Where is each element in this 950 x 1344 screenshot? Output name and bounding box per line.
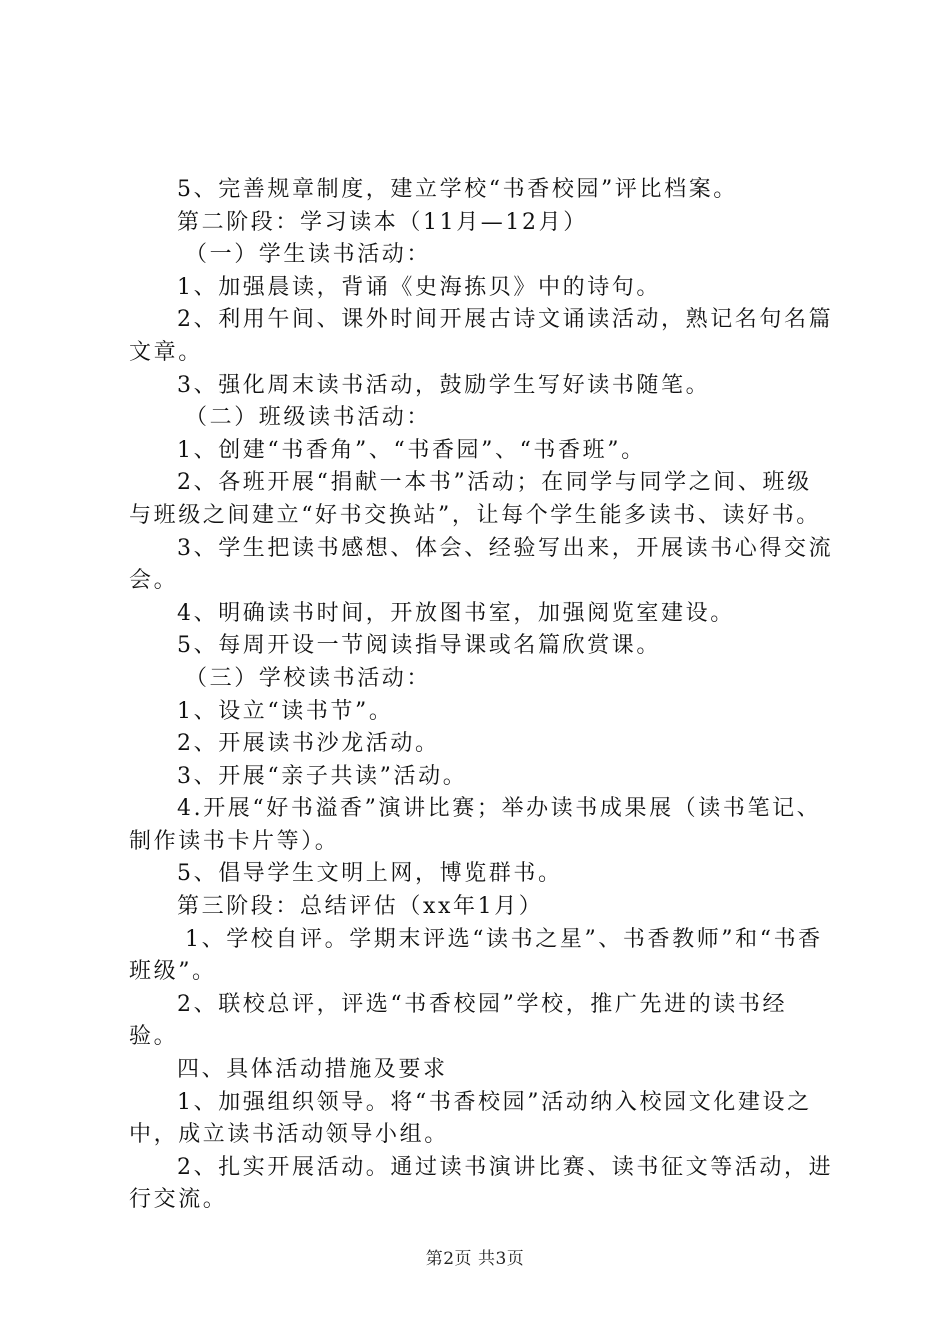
paragraph: 3、学生把读书感想、体会、经验写出来，开展读书心得交流会。: [129, 535, 834, 594]
paragraph: 2、利用午间、课外时间开展古诗文诵读活动，熟记名句名篇文章。: [129, 307, 834, 365]
paragraph: 1、学校自评。学期末评选“读书之星”、书香教师”和“书香班级”。: [129, 926, 823, 985]
paragraph: 1、创建“书香角”、“书香园”、“书香班”。: [177, 437, 646, 463]
paragraph: 5、完善规章制度，建立学校“书香校园”评比档案。: [177, 177, 738, 202]
document-body: [129, 174, 834, 1217]
paragraph: 2、各班开展“捐献一本书”活动；在同学与同学之间、班级与班级之间建立“好书交换站”，让每个学生能多读书、读好书。: [129, 470, 821, 528]
subsection-heading: （一）学生读书活动：: [185, 242, 432, 268]
paragraph: 1、加强组织领导。将“书香校园”活动纳入校园文化建设之中，成立读书活动领导小组。: [129, 1089, 812, 1148]
paragraph: 4.开展“好书溢香”演讲比赛；举办读书成果展（读书笔记、制作读书卡片等）。: [129, 796, 822, 854]
section-heading: 四、具体活动措施及要求: [177, 1057, 448, 1083]
paragraph: 2、开展读书沙龙活动。: [177, 731, 440, 757]
paragraph: 2、扎实开展活动。通过读书演讲比赛、读书征文等活动，进行交流。: [129, 1154, 834, 1213]
page-footer: 第2页 共3页: [425, 1249, 525, 1269]
paragraph: 3、强化周末读书活动，鼓励学生写好读书随笔。: [177, 372, 711, 398]
paragraph: 1、加强晨读，背诵《史海拣贝》中的诗句。: [177, 274, 661, 300]
paragraph: 2、联校总评，评选“书香校园”学校，推广先进的读书经验。: [129, 991, 788, 1050]
paragraph: 1、设立“读书节”。: [177, 698, 394, 724]
paragraph: 3、开展“亲子共读”活动。: [177, 763, 468, 789]
subsection-heading: （二）班级读书活动：: [185, 405, 432, 431]
section-heading: 第二阶段：学习读本（11月—12月）: [177, 209, 588, 235]
subsection-heading: （三）学校读书活动：: [185, 665, 432, 691]
section-heading: 第三阶段：总结评估（xx年1月）: [177, 894, 544, 920]
paragraph: 5、倡导学生文明上网，博览群书。: [177, 861, 563, 887]
paragraph: 4、明确读书时间，开放图书室，加强阅览室建设。: [177, 600, 735, 626]
paragraph: 5、每周开设一节阅读指导课或名篇欣赏课。: [177, 633, 661, 659]
